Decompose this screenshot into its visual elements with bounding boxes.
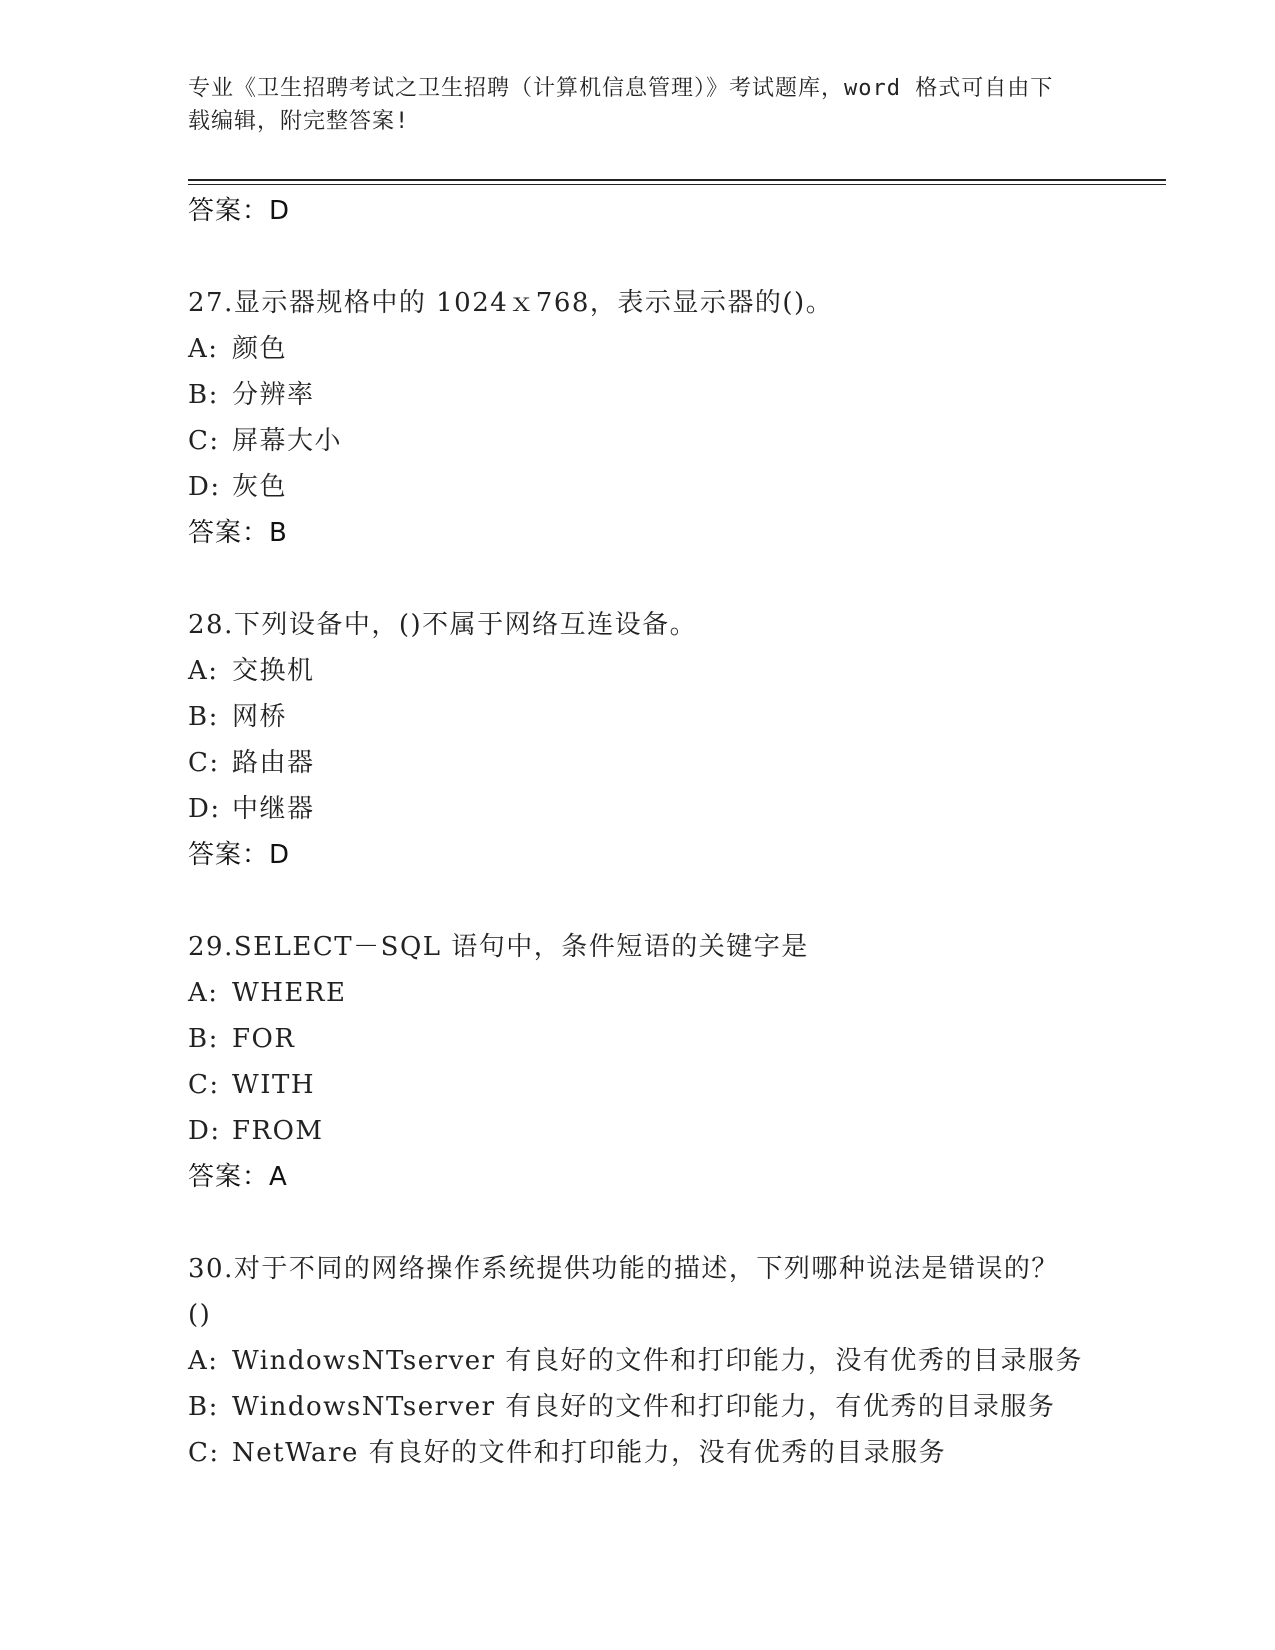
answer-line bbox=[188, 1154, 1088, 1200]
option-b bbox=[188, 1384, 1088, 1430]
question-number: 30. bbox=[188, 1254, 234, 1284]
option-key: A: bbox=[188, 1346, 219, 1376]
option-c bbox=[188, 418, 1088, 464]
option-key: C: bbox=[188, 426, 220, 456]
answer-line bbox=[188, 832, 1088, 878]
option-text: 中继器 bbox=[232, 794, 315, 824]
option-a bbox=[188, 648, 1088, 694]
option-key: A: bbox=[188, 978, 219, 1008]
option-text: 颜色 bbox=[232, 334, 288, 364]
question-stem: 显示器规格中的 1024ｘ768，表示显示器的()。 bbox=[233, 288, 834, 318]
option-text: 交换机 bbox=[232, 656, 315, 686]
option-d bbox=[188, 464, 1088, 510]
question-30 bbox=[188, 1246, 1088, 1476]
question-28 bbox=[188, 602, 1088, 878]
option-d bbox=[188, 1108, 1088, 1154]
option-text: FROM bbox=[232, 1116, 324, 1146]
option-c bbox=[188, 740, 1088, 786]
option-b bbox=[188, 694, 1088, 740]
answer-label: 答案： bbox=[188, 518, 270, 548]
option-c bbox=[188, 1430, 1088, 1476]
option-text: 灰色 bbox=[232, 472, 288, 502]
answer-label: 答案： bbox=[188, 196, 270, 226]
option-key: D: bbox=[188, 472, 221, 502]
option-b bbox=[188, 1016, 1088, 1062]
question-list bbox=[188, 188, 1088, 1476]
answer-line bbox=[188, 510, 1088, 556]
option-text: 分辨率 bbox=[232, 380, 315, 410]
option-a bbox=[188, 326, 1088, 372]
option-text: WITH bbox=[232, 1070, 316, 1100]
answer-line bbox=[188, 188, 1088, 234]
answer-label: 答案： bbox=[188, 840, 270, 870]
question-text bbox=[188, 1246, 1078, 1338]
question-27 bbox=[188, 280, 1088, 556]
question-number: 29. bbox=[188, 932, 234, 962]
option-key: B: bbox=[188, 380, 219, 410]
option-c bbox=[188, 1062, 1088, 1108]
question-29 bbox=[188, 924, 1088, 1200]
option-b bbox=[188, 372, 1088, 418]
option-text: NetWare 有良好的文件和打印能力，没有优秀的目录服务 bbox=[232, 1438, 947, 1468]
option-text: 屏幕大小 bbox=[232, 426, 343, 456]
option-text: 网桥 bbox=[232, 702, 288, 732]
option-key: C: bbox=[188, 1438, 220, 1468]
option-text: WindowsNTserver 有良好的文件和打印能力，有优秀的目录服务 bbox=[232, 1392, 1056, 1422]
option-key: B: bbox=[188, 702, 219, 732]
option-key: D: bbox=[188, 1116, 221, 1146]
question-text bbox=[188, 280, 1078, 326]
option-key: B: bbox=[188, 1392, 219, 1422]
question-text bbox=[188, 602, 1078, 648]
question-text bbox=[188, 924, 1078, 970]
answer-value: B bbox=[269, 518, 288, 548]
document-header bbox=[188, 72, 1068, 138]
option-a bbox=[188, 1338, 1088, 1384]
option-key: A: bbox=[188, 656, 219, 686]
question-stem: 下列设备中，()不属于网络互连设备。 bbox=[233, 610, 698, 640]
option-key: D: bbox=[188, 794, 221, 824]
option-key: C: bbox=[188, 1070, 220, 1100]
option-text: 路由器 bbox=[232, 748, 315, 778]
header-rule-thin bbox=[188, 184, 1166, 185]
answer-value: D bbox=[269, 840, 291, 870]
option-key: C: bbox=[188, 748, 220, 778]
option-text: FOR bbox=[232, 1024, 296, 1054]
question-stem: SELECT－SQL 语句中，条件短语的关键字是 bbox=[233, 932, 809, 962]
question-number: 28. bbox=[188, 610, 234, 640]
option-key: A: bbox=[188, 334, 219, 364]
option-d bbox=[188, 786, 1088, 832]
answer-value: A bbox=[269, 1162, 288, 1192]
answer-label: 答案： bbox=[188, 1162, 270, 1192]
question-number: 27. bbox=[188, 288, 234, 318]
question-stem: 对于不同的网络操作系统提供功能的描述，下列哪种说法是错误的？() bbox=[188, 1254, 1059, 1330]
option-text: WHERE bbox=[232, 978, 347, 1008]
option-text: WindowsNTserver 有良好的文件和打印能力，没有优秀的目录服务 bbox=[232, 1346, 1083, 1376]
header-text: 专业《卫生招聘考试之卫生招聘（计算机信息管理）》考试题库，word 格式可自由下载编辑，附完整答案! bbox=[188, 76, 1054, 134]
option-a bbox=[188, 970, 1088, 1016]
answer-value: D bbox=[269, 196, 291, 226]
option-key: B: bbox=[188, 1024, 219, 1054]
header-rule-thick bbox=[188, 179, 1166, 181]
